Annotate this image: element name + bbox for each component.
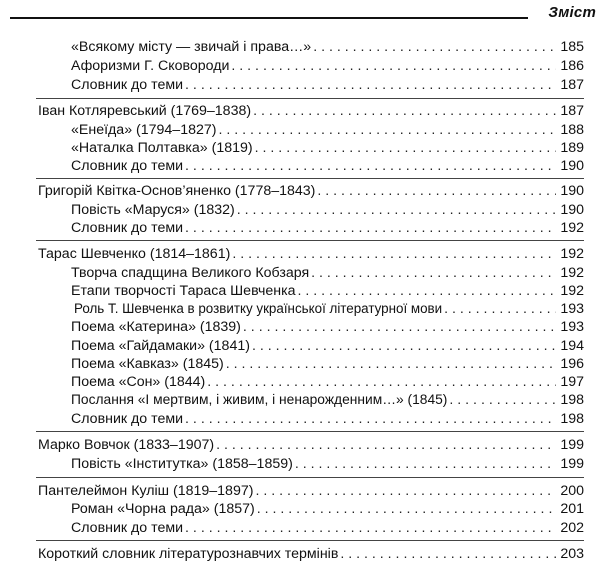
- toc-entry-title: Словник до теми: [71, 158, 184, 174]
- toc-entry: [71, 519, 584, 537]
- toc-entry-page: 187: [560, 103, 584, 119]
- toc-entry-page: 197: [560, 374, 584, 390]
- toc-entry-page: 203: [560, 546, 584, 562]
- toc-entry: [71, 201, 584, 219]
- dot-leader: [444, 300, 556, 318]
- section-divider: [36, 431, 584, 432]
- toc-entry: [71, 337, 584, 355]
- toc-entry-title: Словник до теми: [71, 77, 184, 93]
- toc-section-heading: [38, 182, 584, 200]
- header-rule: [10, 17, 528, 19]
- section-divider: [36, 240, 584, 241]
- dot-leader: [218, 121, 556, 139]
- dot-leader: [185, 76, 556, 94]
- toc-entry-title: Роль Т. Шевченка в розвитку української літературної мови: [74, 301, 443, 316]
- toc-entry-title: Григорій Квітка-Основ’яненко (1778–1843): [38, 183, 316, 199]
- toc-entry: [71, 139, 584, 157]
- toc-entry: [71, 282, 584, 300]
- toc-entry-page: 201: [560, 501, 584, 517]
- toc-entry-title: Творча спадщина Великого Кобзаря: [71, 265, 310, 281]
- dot-leader: [185, 219, 556, 237]
- dot-leader: [232, 245, 556, 263]
- toc-entry-title: Словник до теми: [71, 220, 184, 236]
- toc-entry-title: Короткий словник літературознавчих термінів: [38, 546, 339, 562]
- toc-entry: [71, 318, 584, 336]
- toc-entry-page: 202: [560, 520, 584, 536]
- toc-entry: [71, 264, 584, 282]
- toc-entry-page: 192: [560, 246, 584, 262]
- dot-leader: [207, 373, 556, 391]
- toc-section-heading: [38, 102, 584, 120]
- toc-entry-title: Пантелеймон Куліш (1819–1897): [38, 483, 254, 499]
- toc-entry-page: 193: [560, 319, 584, 335]
- toc-entry: [71, 57, 584, 75]
- dot-leader: [298, 282, 557, 300]
- toc-entry-page: 194: [560, 338, 584, 354]
- toc-entry-title: «Наталка Полтавка» (1819): [71, 140, 253, 156]
- toc-entry-title: Поема «Кавказ» (1845): [71, 356, 224, 372]
- toc-entry: [71, 455, 584, 473]
- dot-leader: [185, 519, 556, 537]
- dot-leader: [255, 139, 556, 157]
- toc-entry-title: Марко Вовчок (1833–1907): [38, 437, 215, 453]
- page-title: Зміст: [548, 4, 596, 21]
- dot-leader: [252, 337, 556, 355]
- toc-entry: [71, 157, 584, 175]
- toc-entry-page: 187: [560, 77, 584, 93]
- toc-section-heading: [38, 482, 584, 500]
- toc-section-heading: [38, 545, 584, 563]
- toc-entry: [71, 373, 584, 391]
- toc-entry-page: 186: [560, 58, 584, 74]
- toc-entry-page: 200: [560, 483, 584, 499]
- dot-leader: [340, 545, 556, 563]
- toc-entry-page: 193: [560, 301, 584, 317]
- toc-entry-title: Поема «Сон» (1844): [71, 374, 206, 390]
- toc-entry: [71, 500, 584, 518]
- toc-entry-page: 196: [560, 356, 584, 372]
- dot-leader: [255, 482, 556, 500]
- dot-leader: [253, 102, 556, 120]
- toc-entry: [71, 219, 584, 237]
- dot-leader: [295, 455, 556, 473]
- toc-entry: [71, 355, 584, 373]
- dot-leader: [449, 391, 556, 409]
- toc-entry-page: 185: [560, 39, 584, 55]
- dot-leader: [231, 57, 556, 75]
- dot-leader: [243, 318, 556, 336]
- toc-entry-page: 189: [560, 140, 584, 156]
- dot-leader: [185, 157, 556, 175]
- toc-entry-title: Словник до теми: [71, 520, 184, 536]
- dot-leader: [226, 355, 556, 373]
- dot-leader: [317, 182, 556, 200]
- toc-entry-page: 190: [560, 158, 584, 174]
- toc-entry-page: 192: [560, 283, 584, 299]
- toc-entry: [71, 410, 584, 428]
- dot-leader: [257, 500, 556, 518]
- toc-entry-page: 199: [560, 437, 584, 453]
- section-divider: [36, 477, 584, 478]
- toc-entry-page: 190: [560, 202, 584, 218]
- dot-leader: [185, 410, 556, 428]
- toc-entry-page: 190: [560, 183, 584, 199]
- dot-leader: [313, 38, 556, 56]
- toc-entry-title: Словник до теми: [71, 411, 184, 427]
- toc-entry-title: «Всякому місту — звичай і права…»: [71, 39, 312, 55]
- toc-entry-title: Тарас Шевченко (1814–1861): [38, 246, 231, 262]
- toc-entry: [71, 38, 584, 56]
- toc-entry: [71, 121, 584, 139]
- dot-leader: [237, 201, 556, 219]
- section-divider: [36, 178, 584, 179]
- dot-leader: [311, 264, 556, 282]
- toc-entry-page: 188: [560, 122, 584, 138]
- toc-entry-title: Етапи творчості Тараса Шевченка: [71, 283, 296, 299]
- toc-entry: [71, 391, 584, 409]
- toc-entry: [71, 76, 584, 94]
- page-header: [0, 0, 600, 26]
- toc-entry-title: «Енеїда» (1794–1827): [71, 122, 217, 138]
- toc-entry-title: Поема «Катерина» (1839): [71, 319, 241, 335]
- toc-entry-page: 192: [560, 265, 584, 281]
- toc-entry-title: Іван Котляревський (1769–1838): [38, 103, 252, 119]
- toc-entry-title: Поема «Гайдамаки» (1841): [71, 338, 250, 354]
- dot-leader: [216, 436, 556, 454]
- toc-entry-page: 198: [560, 392, 584, 408]
- section-divider: [36, 540, 584, 541]
- toc-entry-title: Афоризми Г. Сковороди: [71, 58, 230, 74]
- toc-entry-page: 199: [560, 456, 584, 472]
- toc-entry-title: Послання «І мертвим, і живим, і ненарожденним…» (1845): [71, 392, 448, 407]
- toc-entry: [74, 300, 584, 318]
- toc-entry-title: Роман «Чорна рада» (1857): [71, 501, 255, 517]
- toc-section-heading: [38, 245, 584, 263]
- toc-entry-title: Повість «Маруся» (1832): [71, 202, 235, 218]
- toc-entry-page: 192: [560, 220, 584, 236]
- toc-entry-page: 198: [560, 411, 584, 427]
- toc-section-heading: [38, 436, 584, 454]
- section-divider: [36, 98, 584, 99]
- toc-entry-title: Повість «Інститутка» (1858–1859): [71, 456, 293, 472]
